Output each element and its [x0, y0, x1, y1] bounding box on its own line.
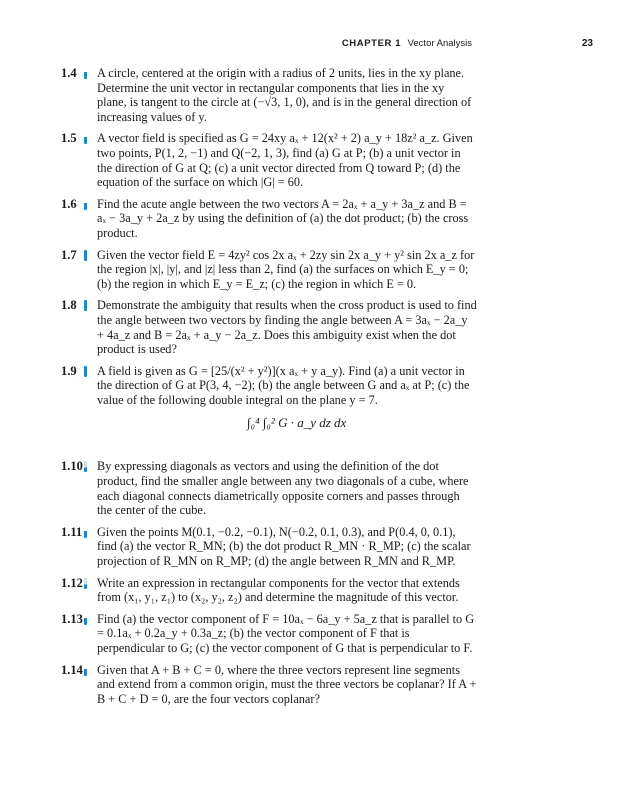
problem-number: 1.9	[61, 363, 77, 378]
problem-item	[0, 525, 627, 569]
chapter-title: Vector Analysis	[407, 38, 472, 49]
problem-text: By expressing diagonals as vectors and using the definition of the dot product, find the smaller angle between any two diagonals of a cube, where each diagonal connects diametrically opposite corners and passes through the center of the cube.	[97, 459, 469, 518]
problem-number: 1.13	[61, 611, 83, 626]
problem-text: Demonstrate the ambiguity that results when the cross product is used to find the angle between two vectors by finding the angle between A = 3aₓ − 2a_y + 4a_z and B = 2aₓ + a_y − 2a_z. Does this ambiguity exist when the dot product is used?	[97, 298, 477, 357]
difficulty-indicator-icon	[84, 133, 87, 144]
problem-text: A circle, centered at the origin with a radius of 2 units, lies in the xy plane. Determine the unit vector in rectangular components that lies in the xy plane, is tangent to the circle at (−√3, 1, 0), and is in the general direction of increasing values of y.	[97, 66, 472, 124]
problem-text: Given the vector field E = 4zy² cos 2x aₓ + 2zy sin 2x a_y + y² sin 2x a_z for the region |x|, |y|, and |z| less than 2, find (a) the surfaces on which E_y = 0; (b) the region in which E_y = E_z; (c) the region in which E = 0.	[97, 247, 475, 291]
difficulty-indicator-icon	[84, 461, 87, 472]
difficulty-indicator-icon	[84, 68, 87, 79]
problem-number: 1.4	[61, 66, 77, 80]
problem-item	[0, 663, 627, 707]
problem-item	[0, 576, 627, 605]
problem-item	[0, 197, 627, 241]
difficulty-indicator-icon	[84, 527, 87, 538]
problem-text: Given that A + B + C = 0, where the three vectors represent line segments and extend from a common origin, must the three vectors be coplanar? If A + B + C + D = 0, are the four vectors coplanar?	[97, 662, 477, 706]
problem-item	[0, 131, 627, 189]
problem-number: 1.7	[61, 247, 77, 262]
problem-item	[0, 612, 627, 656]
page-header	[0, 38, 627, 52]
problem-item	[0, 66, 627, 124]
problem-number: 1.5	[61, 131, 77, 146]
difficulty-indicator-icon	[84, 199, 87, 210]
problem-item	[0, 459, 627, 517]
problem-text: Find (a) the vector component of F = 10aₓ − 6a_y + 5a_z that is parallel to G = 0.1aₓ + 0.2a_y + 0.3a_z; (b) the vector component of F that is perpendicular to G; (c) the vector component of G that is perpendicular to F.	[97, 611, 475, 655]
difficulty-indicator-icon	[84, 665, 87, 676]
problem-text: Write an expression in rectangular components for the vector that extends from (x₁, y₁, z₁) to (x₂, y₂, z₂) and determine the magnitude of this vector.	[97, 575, 460, 605]
problem-item	[0, 298, 627, 356]
problem-number: 1.14	[61, 662, 83, 677]
difficulty-indicator-icon	[84, 300, 87, 311]
problem-text: Find the acute angle between the two vectors A = 2aₓ + a_y + 3a_z and B = aₓ − 3a_y + 2a_z by using the definition of (a) the dot product; (b) the cross product.	[97, 196, 469, 240]
problem-number: 1.11	[61, 524, 83, 539]
problem-text: Given the points M(0.1, −0.2, −0.1), N(−0.2, 0.1, 0.3), and P(0.4, 0, 0.1), find (a) the vector R_MN; (b) the dot product R_MN · R_MP; (c) the scalar projection of R_MN on R_MP; (d) the angle between R_MN and R_MP.	[97, 524, 471, 569]
problem-number: 1.8	[61, 298, 77, 313]
problem-number: 1.6	[61, 196, 77, 211]
difficulty-indicator-icon	[84, 250, 87, 261]
problem-equation	[97, 415, 477, 449]
problem-text: A field is given as G = [25/(x² + y²)](x aₓ + y a_y). Find (a) a unit vector in the direction of G at P(3, 4, −2); (b) the angle between G and aₓ at P; (c) the value of the following double integral on the plane y = 7.	[97, 363, 470, 407]
page-number: 23	[581, 38, 593, 49]
problem-number: 1.10	[61, 459, 83, 474]
difficulty-indicator-icon	[84, 366, 87, 377]
problem-number: 1.12	[61, 575, 83, 590]
difficulty-indicator-icon	[84, 578, 87, 589]
problem-item	[0, 248, 627, 292]
difficulty-indicator-icon	[84, 614, 87, 625]
chapter-label: CHAPTER 1 Vector Analysis	[341, 38, 472, 49]
problem-item	[0, 364, 627, 450]
double-integral: ∫₀⁴ ∫₀² G · a_y dz dx	[247, 415, 347, 431]
problem-text: A vector field is specified as G = 24xy aₓ + 12(x² + 2) a_y + 18z² a_z. Given two points, P(1, 2, −1) and Q(−2, 1, 3), find (a) G at P; (b) a unit vector in the direction of G at Q; (c) a unit vector directed from Q toward P; (d) the equation of the surface on which |G| = 60.	[97, 131, 473, 190]
problem-list	[0, 66, 627, 713]
